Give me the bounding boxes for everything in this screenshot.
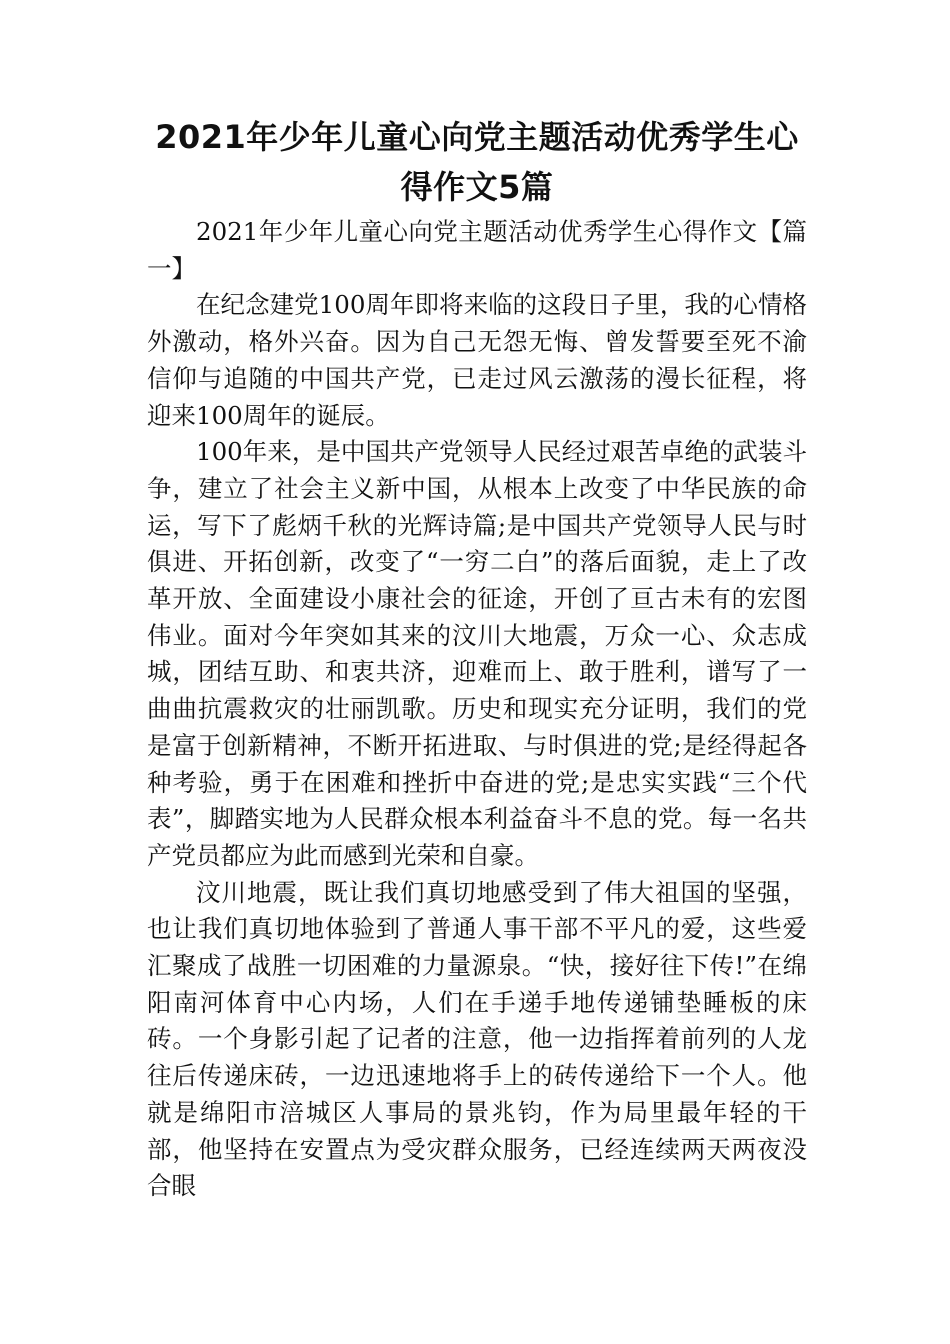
paragraph: 汶川地震，既让我们真切地感受到了伟大祖国的坚强，也让我们真切地体验到了普通人事干部不平凡的爱，这些爱汇聚成了战胜一切困难的力量源泉。“快，接好往下传!”在绵阳南河体育中心内场，人们在手递手地传递铺垫睡板的床砖。一个身影引起了记者的注意，他一边指挥着前列的人龙往后传递床砖，一边迅速地将手上的砖传递给下一个人。他就是绵阳市涪城区人事局的景兆钧，作为局里最年轻的干部，他坚持在安置点为受灾群众服务，已经连续两天两夜没合眼 — [147, 877, 807, 1201]
paragraph-heading: 2021年少年儿童心向党主题活动优秀学生心得作文【篇一】 — [147, 217, 807, 283]
paragraph: 在纪念建党100周年即将来临的这段日子里，我的心情格外激动，格外兴奋。因为自己无怨无悔、曾发誓要至死不渝信仰与追随的中国共产党，已走过风云激荡的漫长征程，将迎来100周年的诞辰。 — [147, 290, 807, 430]
document-page — [147, 112, 807, 1205]
paragraph: 100年来，是中国共产党领导人民经过艰苦卓绝的武装斗争，建立了社会主义新中国，从根本上改变了中华民族的命运，写下了彪炳千秋的光辉诗篇;是中国共产党领导人民与时俱进、开拓创新，改变了“一穷二白”的落后面貌，走上了改革开放、全面建设小康社会的征途，开创了亘古未有的宏图伟业。面对今年突如其来的汶川大地震，万众一心、众志成城，团结互助、和衷共济，迎难而上、敢于胜利，谱写了一曲曲抗震救灾的壮丽凯歌。历史和现实充分证明，我们的党是富于创新精神，不断开拓进取、与时俱进的党;是经得起各种考验，勇于在困难和挫折中奋进的党;是忠实实践“三个代表”，脚踏实地为人民群众根本利益奋斗不息的党。每一名共产党员都应为此而感到光荣和自豪。 — [147, 437, 807, 870]
document-title: 2021年少年儿童心向党主题活动优秀学生心得作文5篇 — [155, 118, 799, 206]
document-body — [147, 214, 807, 1205]
